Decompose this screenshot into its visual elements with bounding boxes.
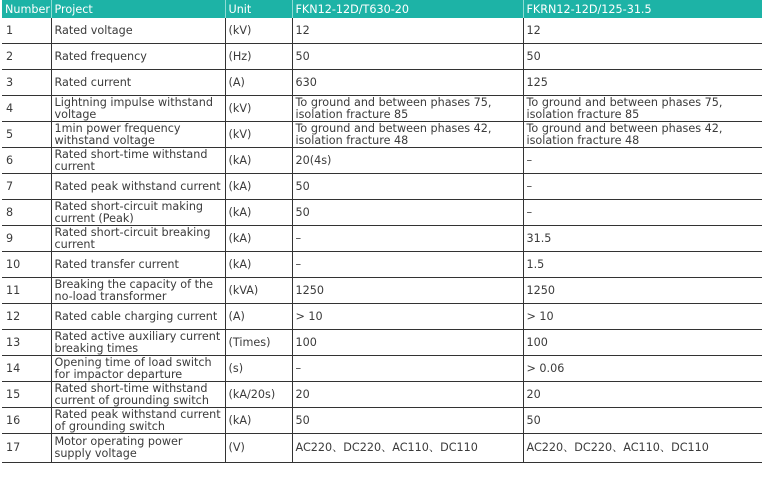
- table-row: [2, 408, 762, 434]
- cell-project: Breaking the capacity of the no-load transformer: [51, 278, 225, 304]
- cell-unit: (kV): [225, 122, 292, 148]
- cell-model-fkrn: > 10: [523, 304, 762, 330]
- cell-model-fkrn: –: [523, 174, 762, 200]
- cell-number: 9: [2, 226, 51, 252]
- cell-number: 5: [2, 122, 51, 148]
- cell-model-fkrn: 1250: [523, 278, 762, 304]
- cell-model-fkn: 50: [292, 174, 523, 200]
- table-row: [2, 252, 762, 278]
- cell-model-fkrn: To ground and between phases 75, isolation fracture 85: [523, 96, 762, 122]
- table-row: [2, 382, 762, 408]
- cell-project: Rated short-circuit making current (Peak): [51, 200, 225, 226]
- cell-project: Rated peak withstand current of grounding switch: [51, 408, 225, 434]
- cell-model-fkn: 50: [292, 200, 523, 226]
- cell-number: 12: [2, 304, 51, 330]
- cell-model-fkn: 20: [292, 382, 523, 408]
- cell-unit: (kA): [225, 200, 292, 226]
- cell-unit: (kA): [225, 252, 292, 278]
- cell-number: 3: [2, 70, 51, 96]
- cell-model-fkrn: 31.5: [523, 226, 762, 252]
- cell-project: Lightning impulse withstand voltage: [51, 96, 225, 122]
- cell-number: 17: [2, 434, 51, 463]
- table-row: [2, 434, 762, 463]
- cell-model-fkrn: 20: [523, 382, 762, 408]
- cell-number: 13: [2, 330, 51, 356]
- cell-model-fkrn: AC220、DC220、AC110、DC110: [523, 434, 762, 463]
- cell-number: 8: [2, 200, 51, 226]
- cell-model-fkrn: –: [523, 200, 762, 226]
- table-row: [2, 122, 762, 148]
- cell-model-fkrn: > 0.06: [523, 356, 762, 382]
- cell-unit: (Times): [225, 330, 292, 356]
- cell-model-fkrn: –: [523, 148, 762, 174]
- cell-number: 2: [2, 44, 51, 70]
- cell-number: 4: [2, 96, 51, 122]
- cell-model-fkn: 50: [292, 44, 523, 70]
- cell-model-fkrn: 125: [523, 70, 762, 96]
- cell-number: 1: [2, 18, 51, 44]
- table-row: [2, 278, 762, 304]
- cell-unit: (V): [225, 434, 292, 463]
- table-row: [2, 356, 762, 382]
- cell-unit: (kA): [225, 226, 292, 252]
- header-model-fkn: FKN12-12D/T630-20: [292, 0, 523, 18]
- cell-number: 11: [2, 278, 51, 304]
- cell-model-fkn: To ground and between phases 75, isolation fracture 85: [292, 96, 523, 122]
- cell-number: 10: [2, 252, 51, 278]
- cell-model-fkrn: 50: [523, 44, 762, 70]
- table-row: [2, 96, 762, 122]
- cell-model-fkn: AC220、DC220、AC110、DC110: [292, 434, 523, 463]
- cell-model-fkn: –: [292, 252, 523, 278]
- cell-project: Motor operating power supply voltage: [51, 434, 225, 463]
- cell-project: Rated short-circuit breaking current: [51, 226, 225, 252]
- cell-number: 15: [2, 382, 51, 408]
- cell-number: 6: [2, 148, 51, 174]
- cell-model-fkn: –: [292, 226, 523, 252]
- cell-model-fkrn: 100: [523, 330, 762, 356]
- cell-unit: (A): [225, 70, 292, 96]
- cell-model-fkrn: To ground and between phases 42, isolation fracture 48: [523, 122, 762, 148]
- cell-project: Rated current: [51, 70, 225, 96]
- cell-model-fkn: 20(4s): [292, 148, 523, 174]
- table-row: [2, 330, 762, 356]
- header-model-fkrn: FKRN12-12D/125-31.5: [523, 0, 762, 18]
- header-unit: Unit: [225, 0, 292, 18]
- cell-unit: (kA): [225, 148, 292, 174]
- cell-unit: (kA/20s): [225, 382, 292, 408]
- cell-model-fkn: To ground and between phases 42, isolation fracture 48: [292, 122, 523, 148]
- cell-unit: (kA): [225, 408, 292, 434]
- header-project: Project: [51, 0, 225, 18]
- cell-unit: (s): [225, 356, 292, 382]
- cell-unit: (kVA): [225, 278, 292, 304]
- header-number: Number: [2, 0, 51, 18]
- table-row: [2, 304, 762, 330]
- table-row: [2, 200, 762, 226]
- cell-project: 1min power frequency withstand voltage: [51, 122, 225, 148]
- cell-project: Rated short-time withstand current: [51, 148, 225, 174]
- table-row: [2, 174, 762, 200]
- cell-unit: (kV): [225, 18, 292, 44]
- cell-project: Rated short-time withstand current of grounding switch: [51, 382, 225, 408]
- cell-project: Rated cable charging current: [51, 304, 225, 330]
- cell-model-fkrn: 12: [523, 18, 762, 44]
- cell-model-fkn: 50: [292, 408, 523, 434]
- table-row: [2, 226, 762, 252]
- cell-project: Rated peak withstand current: [51, 174, 225, 200]
- cell-number: 14: [2, 356, 51, 382]
- cell-model-fkn: > 10: [292, 304, 523, 330]
- cell-model-fkn: 100: [292, 330, 523, 356]
- spec-table: [2, 0, 762, 463]
- cell-project: Rated active auxiliary current breaking times: [51, 330, 225, 356]
- table-row: [2, 70, 762, 96]
- table-row: [2, 148, 762, 174]
- cell-project: Rated transfer current: [51, 252, 225, 278]
- cell-project: Rated voltage: [51, 18, 225, 44]
- cell-model-fkrn: 1.5: [523, 252, 762, 278]
- cell-model-fkn: 1250: [292, 278, 523, 304]
- cell-unit: (Hz): [225, 44, 292, 70]
- cell-model-fkrn: 50: [523, 408, 762, 434]
- cell-number: 16: [2, 408, 51, 434]
- cell-project: Opening time of load switch for impactor departure: [51, 356, 225, 382]
- cell-model-fkn: –: [292, 356, 523, 382]
- cell-project: Rated frequency: [51, 44, 225, 70]
- cell-number: 7: [2, 174, 51, 200]
- cell-unit: (A): [225, 304, 292, 330]
- table-row: [2, 44, 762, 70]
- cell-unit: (kV): [225, 96, 292, 122]
- cell-unit: (kA): [225, 174, 292, 200]
- table-header-row: [2, 0, 762, 18]
- cell-model-fkn: 630: [292, 70, 523, 96]
- cell-model-fkn: 12: [292, 18, 523, 44]
- table-row: [2, 18, 762, 44]
